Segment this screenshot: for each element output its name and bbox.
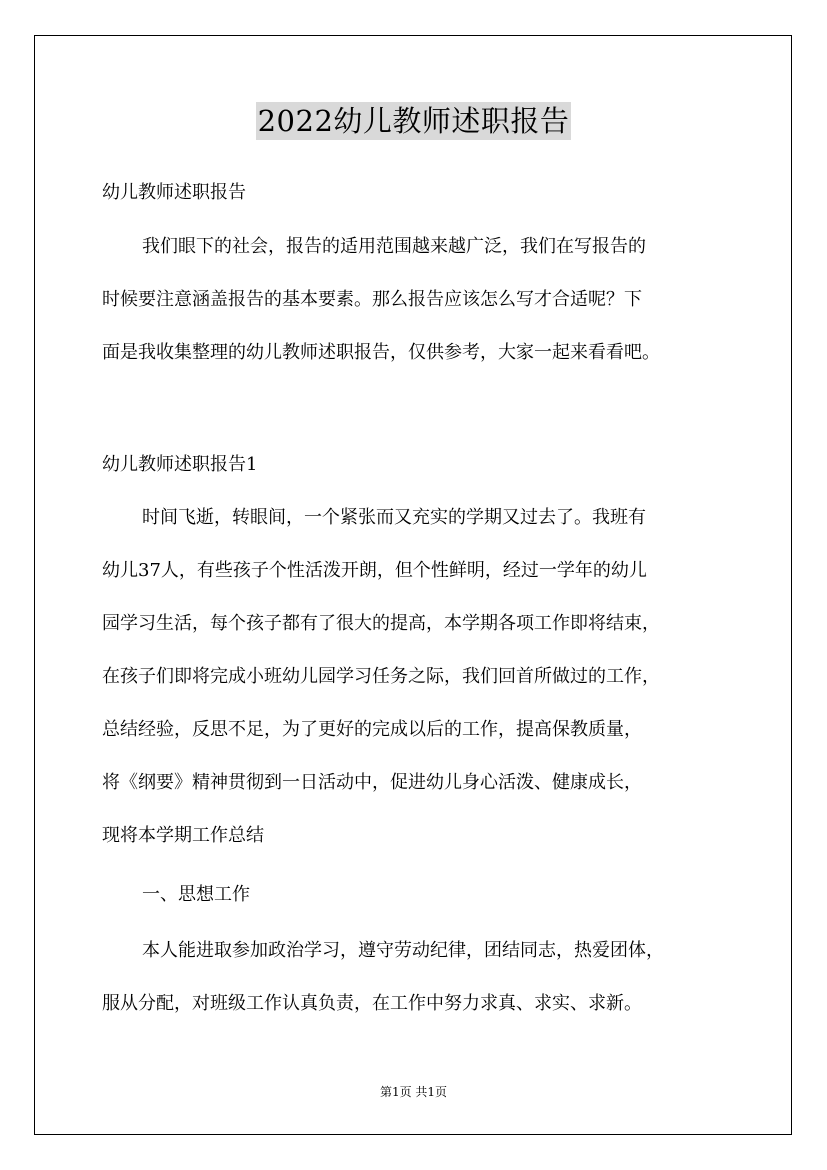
section-line: 在孩子们即将完成小班幼儿园学习任务之际，我们回首所做过的工作， bbox=[102, 666, 660, 687]
intro-line: 面是我收集整理的幼儿教师述职报告，仅供参考，大家一起来看看吧。 bbox=[102, 342, 660, 363]
item-line: 服从分配，对班级工作认真负责，在工作中努力求真、求实、求新。 bbox=[102, 993, 642, 1014]
item-paragraph bbox=[102, 924, 744, 1030]
section-line: 总结经验，反思不足，为了更好的完成以后的工作，提高保教质量， bbox=[102, 719, 642, 740]
section-line: 幼儿37人，有些孩子个性活泼开朗，但个性鲜明，经过一学年的幼儿 bbox=[102, 560, 647, 581]
page-number: 第1页 共1页 bbox=[379, 1085, 448, 1099]
document-title: 2022幼儿教师述职报告 bbox=[257, 104, 570, 138]
intro-line: 时候要注意涵盖报告的基本要素。那么报告应该怎么写才合适呢？下 bbox=[102, 289, 642, 310]
intro-line: 我们眼下的社会，报告的适用范围越来越广泛，我们在写报告的 bbox=[142, 236, 646, 257]
document-subtitle: 幼儿教师述职报告 bbox=[102, 182, 246, 203]
section-line: 现将本学期工作总结 bbox=[102, 825, 264, 846]
section-line: 将《纲要》精神贯彻到一日活动中，促进幼儿身心活泼、健康成长， bbox=[102, 772, 642, 793]
section-paragraph bbox=[102, 491, 744, 862]
item-heading bbox=[102, 868, 744, 921]
item-line: 本人能进取参加政治学习，遵守劳动纪律，团结同志，热爱团体， bbox=[142, 940, 664, 961]
title-container bbox=[0, 102, 827, 140]
section-line: 园学习生活，每个孩子都有了很大的提高，本学期各项工作即将结束， bbox=[102, 613, 660, 634]
section-heading-text: 幼儿教师述职报告1 bbox=[102, 454, 258, 475]
section-heading bbox=[102, 438, 744, 491]
item-heading-text: 一、思想工作 bbox=[142, 884, 250, 905]
section-line: 时间飞逝，转眼间，一个紧张而又充实的学期又过去了。我班有 bbox=[142, 507, 646, 528]
intro-paragraph bbox=[102, 220, 744, 379]
